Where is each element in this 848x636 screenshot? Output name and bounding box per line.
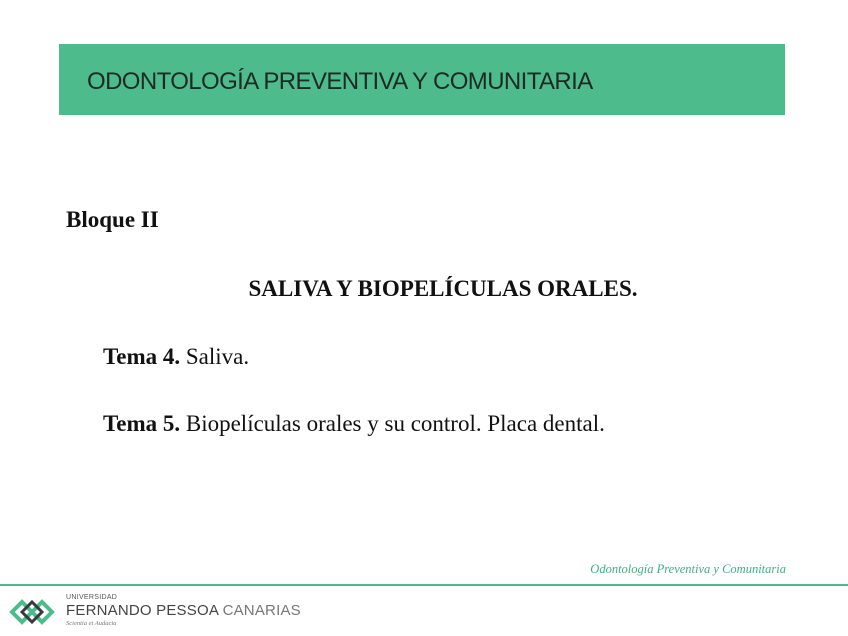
page-title: ODONTOLOGÍA PREVENTIVA Y COMUNITARIA [87, 68, 593, 95]
logo-name-part2: CANARIAS [218, 602, 301, 619]
logo-motto: Scientia et Audacia [66, 620, 117, 627]
university-logo [8, 592, 308, 632]
topic-label: Tema 4. [103, 344, 181, 369]
block-label: Bloque II [66, 207, 159, 232]
logo-university-name [66, 602, 301, 619]
topic-label: Tema 5. [103, 411, 181, 436]
section-title: SALIVA Y BIOPELÍCULAS ORALES. [248, 276, 638, 301]
footer-course-name: Odontología Preventiva y Comunitaria [590, 562, 786, 576]
topic-item [103, 344, 249, 370]
topic-text: Saliva. [180, 344, 250, 369]
header-banner [59, 44, 785, 115]
topic-text: Biopelículas orales y su control. Placa dental. [180, 411, 605, 436]
university-logo-icon [8, 592, 58, 632]
logo-university-label: UNIVERSIDAD [66, 594, 118, 601]
logo-name-part1: FERNANDO PESSOA [66, 602, 219, 619]
topic-item [103, 411, 605, 437]
footer-divider [0, 584, 848, 586]
